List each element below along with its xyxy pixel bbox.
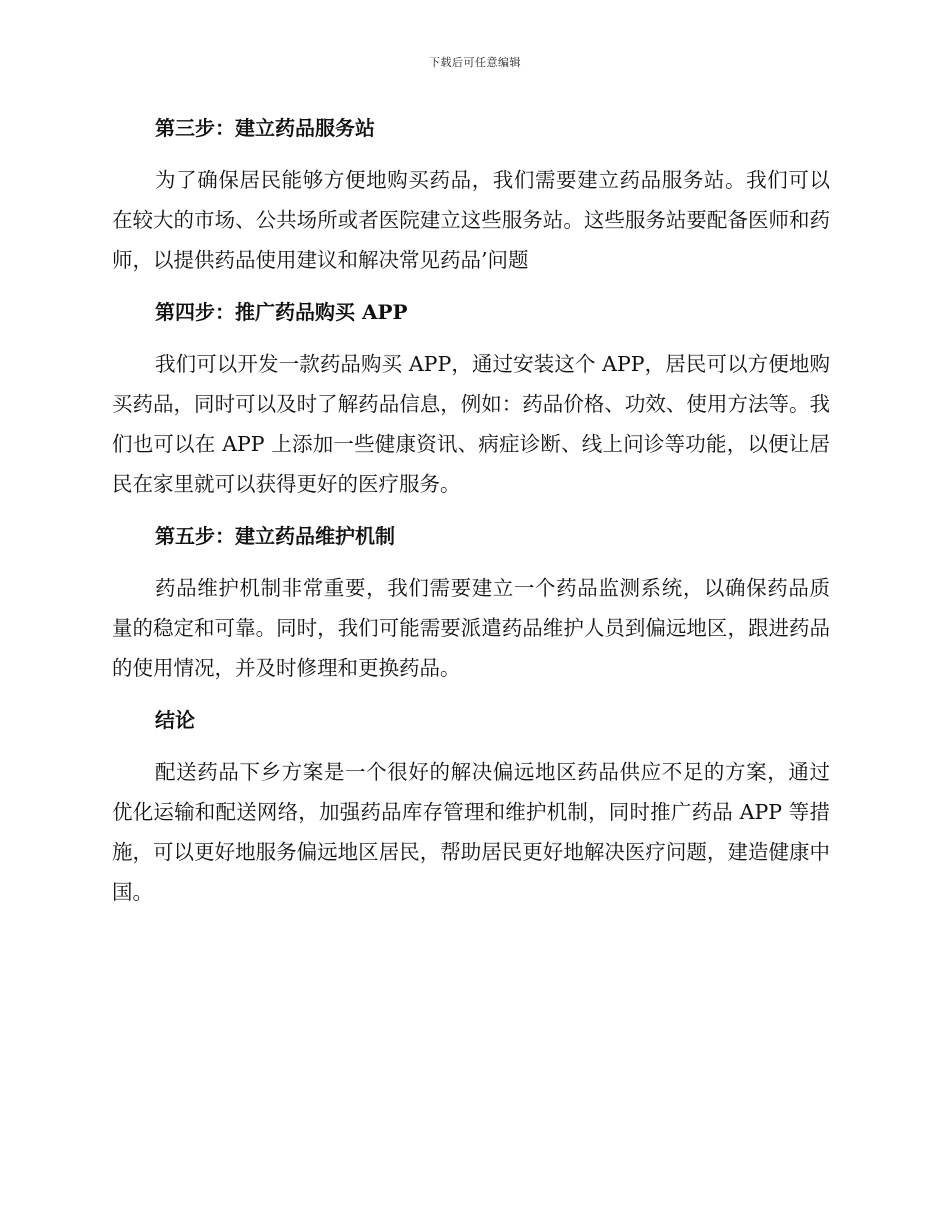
- section-heading: 第四步：推广药品购买 APP: [155, 300, 408, 324]
- section-step-three: [112, 110, 830, 280]
- section-step-five: [112, 518, 830, 688]
- section-paragraph: 配送药品下乡方案是一个很好的解决偏远地区药品供应不足的方案，通过优化运输和配送网络，加强药品库存管理和维护机制，同时推广药品 APP 等措施，可以更好地服务偏远地区居民，帮助居民更好地解决医疗问题，建造健康中国。: [112, 760, 830, 904]
- section-heading: 第三步：建立药品服务站: [155, 116, 375, 140]
- section-conclusion: [112, 702, 830, 912]
- section-heading: 第五步：建立药品维护机制: [155, 524, 395, 548]
- document-body: [112, 110, 830, 926]
- page-header: 下载后可任意编辑: [429, 56, 521, 69]
- section-paragraph: 药品维护机制非常重要，我们需要建立一个药品监测系统，以确保药品质量的稳定和可靠。同时，我们可能需要派遣药品维护人员到偏远地区，跟进药品的使用情况，并及时修理和更换药品。: [112, 576, 830, 680]
- section-paragraph: 我们可以开发一款药品购买 APP，通过安装这个 APP，居民可以方便地购买药品，同时可以及时了解药品信息，例如：药品价格、功效、使用方法等。我们也可以在 APP 上添加一些健康资讯、病症诊断、线上问诊等功能，以便让居民在家里就可以获得更好的医疗服务。: [112, 352, 830, 496]
- section-heading: 结论: [155, 708, 195, 732]
- section-paragraph: 为了确保居民能够方便地购买药品，我们需要建立药品服务站。我们可以在较大的市场、公共场所或者医院建立这些服务站。这些服务站要配备医师和药师，以提供药品使用建议和解决常见药品’问题: [112, 168, 830, 272]
- section-step-four: [112, 294, 830, 504]
